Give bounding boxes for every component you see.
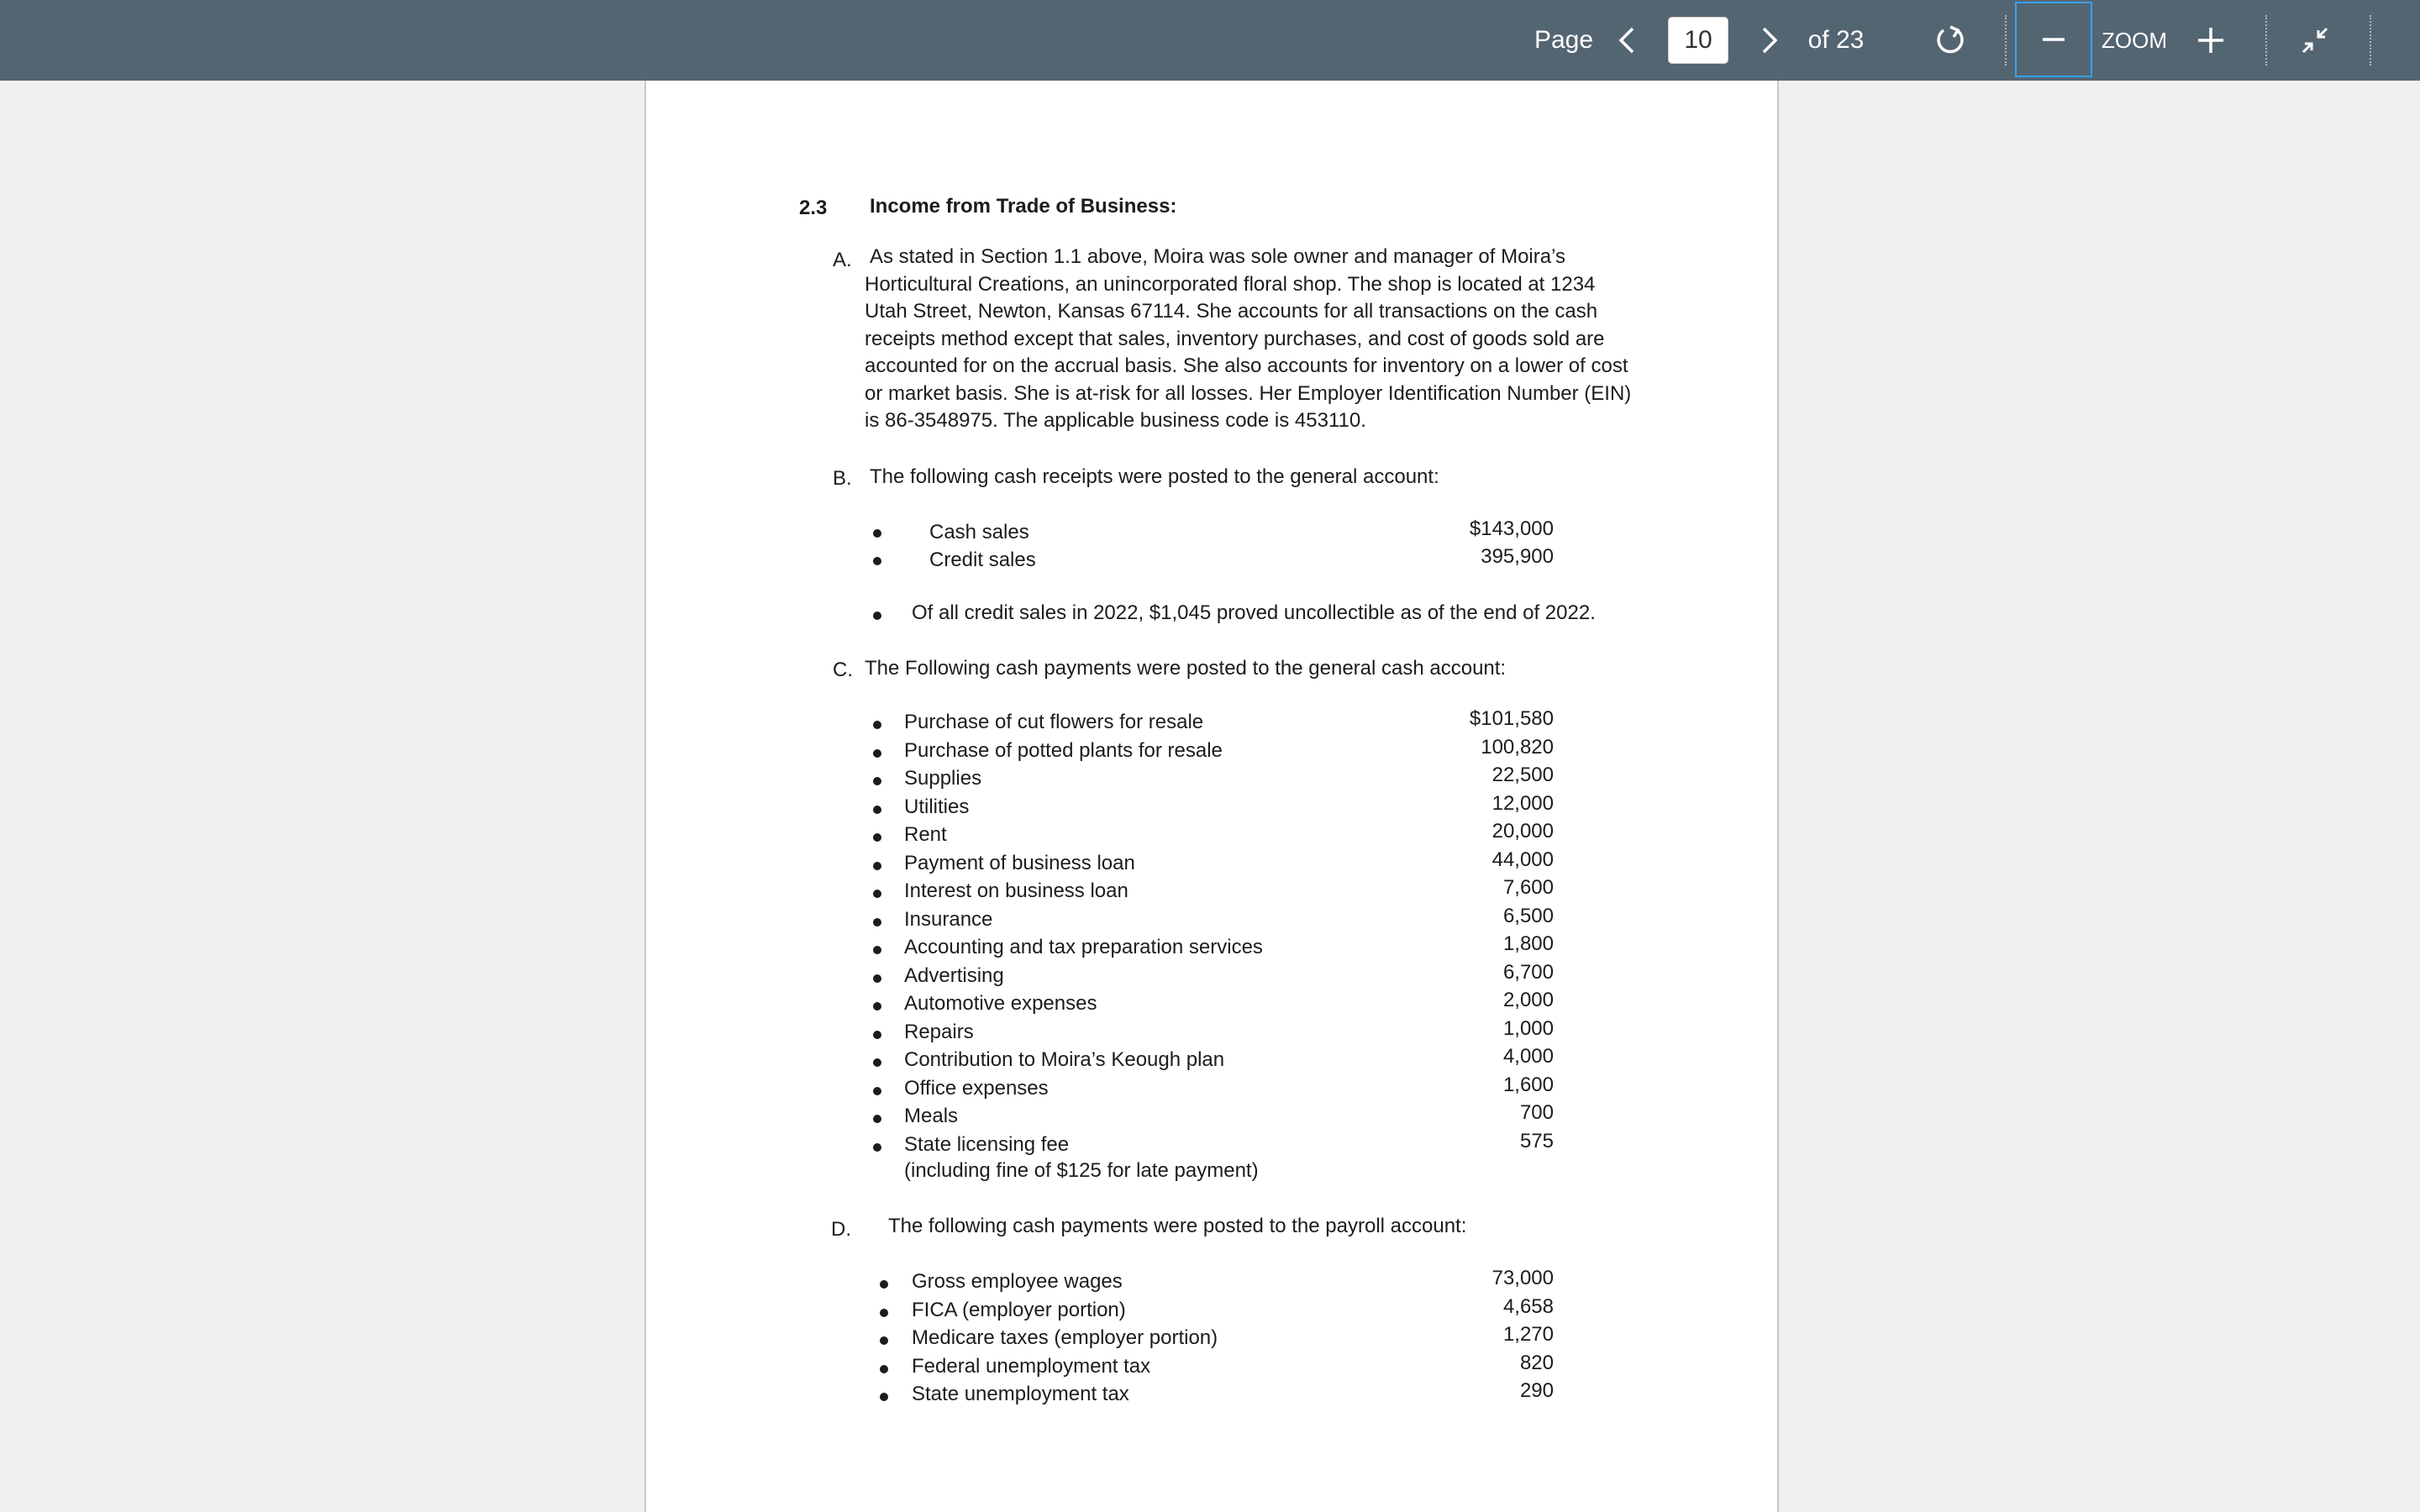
bullet <box>873 612 881 620</box>
payment-label: Office expenses <box>904 1076 1049 1100</box>
payroll-label: Federal unemployment tax <box>912 1354 1151 1378</box>
rotate-icon <box>1933 24 1967 57</box>
payment-amount: 1,000 <box>1502 1016 1554 1040</box>
bullet <box>873 806 881 814</box>
bullet <box>880 1365 888 1373</box>
paragraph-a-marker: A. <box>833 249 852 271</box>
page-number-input[interactable] <box>1668 17 1728 64</box>
bullet <box>873 1002 881 1011</box>
bullet <box>880 1336 888 1345</box>
payment-amount: 2,000 <box>1502 989 1554 1011</box>
section-number: 2.3 <box>799 197 828 219</box>
chevron-left-icon <box>1618 26 1636 55</box>
payment-label: Rent <box>904 823 947 846</box>
payment-amount: 6,500 <box>1502 904 1554 927</box>
payroll-amount: 290 <box>1519 1379 1554 1402</box>
payment-amount: 700 <box>1519 1101 1554 1124</box>
payment-label: Meals <box>904 1105 959 1127</box>
paragraph-c-intro: The Following cash payments were posted to the general cash account: <box>865 657 1507 680</box>
payment-amount: 7,600 <box>1502 876 1554 899</box>
bullet <box>880 1393 888 1401</box>
payment-amount: 44,000 <box>1491 848 1554 871</box>
bullet <box>873 1031 881 1039</box>
section-title: Income from Trade of Business: <box>870 195 1177 218</box>
payment-label: Supplies <box>904 767 982 790</box>
rotate-button[interactable] <box>1929 0 1971 81</box>
bullet <box>873 862 881 870</box>
next-page-button[interactable] <box>1753 0 1786 81</box>
bullet <box>873 1058 881 1067</box>
paragraph-a-line: Horticultural Creations, an unincorporated floral shop. The shop is located at 1234 <box>865 272 1596 296</box>
payment-label: State licensing fee <box>904 1132 1070 1156</box>
bullet <box>880 1280 888 1289</box>
payment-label: Repairs <box>904 1020 974 1043</box>
payroll-label: Medicare taxes (employer portion) <box>912 1326 1218 1349</box>
collapse-icon <box>2300 25 2330 55</box>
minus-icon <box>2041 27 2066 52</box>
payroll-amount: 1,270 <box>1502 1323 1554 1346</box>
page-label: Page <box>1534 26 1594 54</box>
paragraph-b-marker: B. <box>833 467 852 490</box>
paragraph-d-intro: The following cash payments were posted to the payroll account: <box>888 1215 1467 1237</box>
payment-label: Contribution to Moira’s Keough plan <box>904 1048 1225 1071</box>
paragraph-a <box>865 244 1671 435</box>
payment-amount: $101,580 <box>1469 707 1554 730</box>
toolbar-divider <box>2005 15 2007 66</box>
payment-label: Purchase of cut flowers for resale <box>904 711 1204 733</box>
bullet <box>873 1115 881 1123</box>
bullet <box>873 749 881 758</box>
payment-amount: 4,000 <box>1502 1045 1554 1068</box>
payment-amount: 100,820 <box>1481 735 1554 759</box>
toolbar-divider <box>2370 15 2371 66</box>
payment-label: Purchase of potted plants for resale <box>904 738 1223 762</box>
paragraph-a-line: or market basis. She is at-risk for all losses. Her Employer Identification Number (EIN) <box>865 381 1632 405</box>
payroll-label: State unemployment tax <box>912 1383 1129 1405</box>
payroll-amount: 820 <box>1519 1351 1554 1374</box>
bullet <box>873 946 881 954</box>
zoom-out-button[interactable] <box>2015 2 2092 77</box>
toolbar-divider <box>2265 15 2267 66</box>
payment-label: Accounting and tax preparation services <box>904 936 1263 958</box>
payroll-amount: 4,658 <box>1502 1294 1554 1318</box>
bullet <box>873 721 881 729</box>
bullet <box>873 918 881 927</box>
paragraph-a-line: accounted for on the accrual basis. She also accounts for inventory on a lower of cost <box>865 354 1628 377</box>
bullet <box>873 833 881 842</box>
payment-amount: 20,000 <box>1491 820 1554 843</box>
paragraph-a-line: is 86-3548975. The applicable business code is 453110. <box>865 409 1366 432</box>
bullet <box>873 557 881 565</box>
payroll-label: FICA (employer portion) <box>912 1298 1126 1321</box>
pdf-toolbar <box>0 0 2420 81</box>
payment-amount: 1,800 <box>1502 932 1554 955</box>
payment-label: Insurance <box>904 907 993 931</box>
bullet <box>873 777 881 785</box>
payment-label: Payment of business loan <box>904 851 1135 874</box>
bullet <box>873 890 881 898</box>
receipt-label: Credit sales <box>929 549 1036 571</box>
page-count: of 23 <box>1807 26 1865 54</box>
receipt-label: Cash sales <box>929 521 1029 543</box>
payment-amount: 575 <box>1519 1129 1554 1152</box>
document-page <box>644 81 1779 1512</box>
previous-page-button[interactable] <box>1610 0 1644 81</box>
paragraph-b-intro: The following cash receipts were posted to the general account: <box>870 465 1439 488</box>
payroll-label: Gross employee wages <box>912 1270 1123 1293</box>
payroll-amount: 73,000 <box>1491 1267 1554 1289</box>
receipt-note: Of all credit sales in 2022, $1,045 proved uncollectible as of the end of 2022. <box>912 601 1596 624</box>
payment-label: Utilities <box>904 795 970 818</box>
bullet <box>873 974 881 983</box>
zoom-in-button[interactable] <box>2190 0 2232 81</box>
receipt-amount: 395,900 <box>1481 545 1554 568</box>
zoom-label: ZOOM <box>2102 27 2167 53</box>
bullet <box>873 529 881 538</box>
paragraph-d-marker: D. <box>831 1218 851 1241</box>
payment-label: Interest on business loan <box>904 879 1128 902</box>
payment-amount: 6,700 <box>1502 960 1554 984</box>
receipt-amount: $143,000 <box>1469 517 1554 540</box>
payment-label: Advertising <box>904 963 1004 987</box>
chevron-right-icon <box>1760 26 1779 55</box>
exit-fullscreen-button[interactable] <box>2294 0 2336 81</box>
bullet <box>873 1087 881 1095</box>
payment-amount: 22,500 <box>1491 764 1554 786</box>
paragraph-a-line: Utah Street, Newton, Kansas 67114. She accounts for all transactions on the cash <box>865 300 1598 323</box>
paragraph-a-line: receipts method except that sales, inventory purchases, and cost of goods sold are <box>865 327 1605 350</box>
paragraph-c-marker: C. <box>833 659 853 681</box>
bullet <box>880 1309 888 1317</box>
payment-amount: 12,000 <box>1491 791 1554 815</box>
payment-label: Automotive expenses <box>904 992 1097 1015</box>
plus-icon <box>2196 26 2225 55</box>
bullet <box>873 1143 881 1152</box>
payment-amount: 1,600 <box>1502 1073 1554 1096</box>
paragraph-a-line: As stated in Section 1.1 above, Moira was sole owner and manager of Moira’s <box>870 245 1565 268</box>
payment-label-continuation: (including fine of $125 for late payment) <box>904 1159 1259 1182</box>
